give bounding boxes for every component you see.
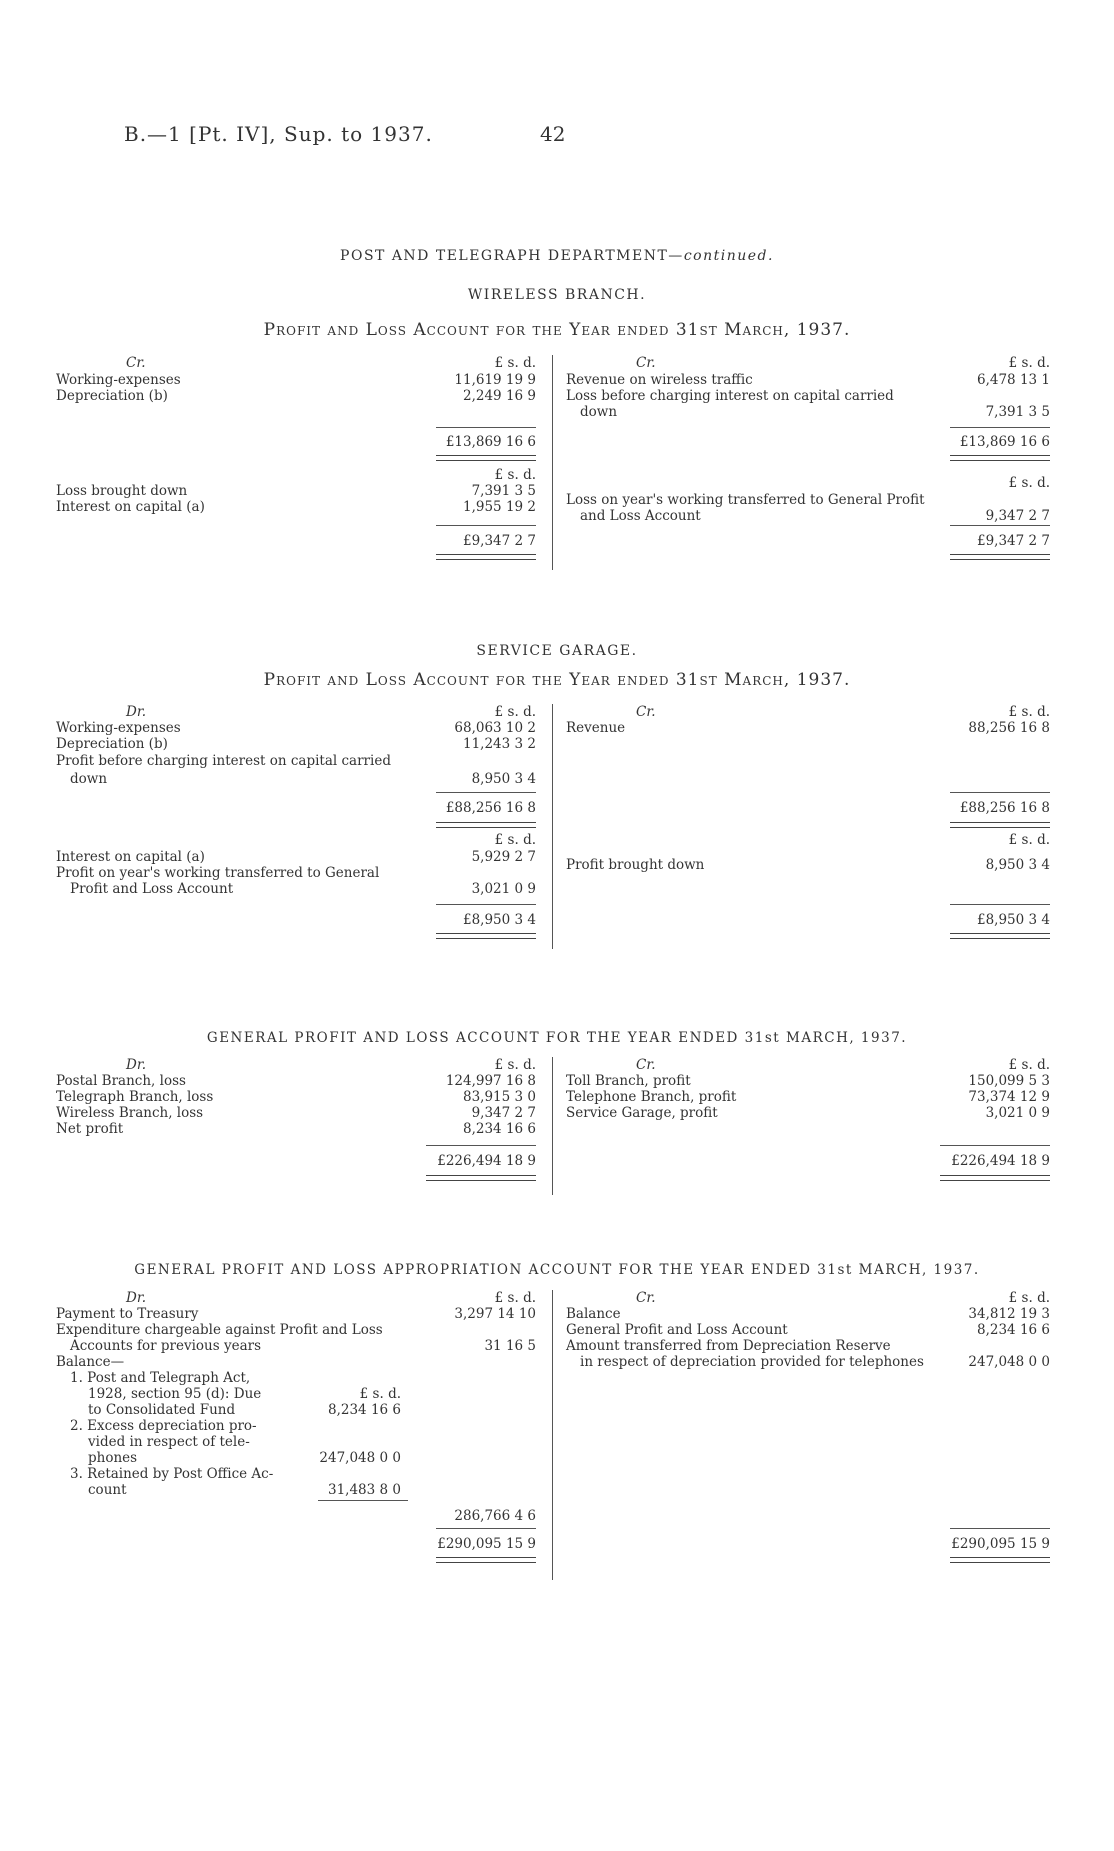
rule [426,1145,536,1146]
entry-amount: 9,347 2 7 [471,1105,536,1121]
entry-amount: 34,812 19 3 [968,1306,1050,1322]
rule [436,525,536,526]
entry-amount: 150,099 5 3 [968,1073,1050,1089]
left-side-heading: Dr. [126,1057,147,1073]
double-rule [950,455,1050,461]
sub-amount: 247,048 0 0 [319,1450,401,1466]
total: £290,095 15 9 [951,1536,1050,1552]
right-side-heading: Cr. [636,1290,656,1306]
money-heading: £ s. d. [494,832,536,848]
entry-label: Depreciation (b) [56,388,168,404]
entry-label: Payment to Treasury [56,1306,199,1322]
running-header: B.—1 [Pt. IV], Sup. to 1937. [124,122,433,146]
entry-label: Accounts for previous years [70,1338,262,1354]
appropriation-account [56,1290,1052,1590]
department-title: POST AND TELEGRAPH DEPARTMENT—continued. [340,248,774,264]
money-heading: £ s. d. [1008,1290,1050,1306]
sub-item: 3. Retained by Post Office Ac- [70,1466,274,1482]
entry-label: and Loss Account [580,508,701,524]
money-heading: £ s. d. [494,467,536,483]
entry-label: Expenditure chargeable against Profit and Loss [56,1322,383,1338]
rule [436,904,536,905]
entry-label: Profit before charging interest on capital carried [56,753,391,769]
entry-label: Interest on capital (a) [56,499,205,515]
entry-label: Working-expenses [56,720,181,736]
balance-amount: 286,766 4 6 [454,1508,536,1524]
rule [950,1528,1050,1529]
entry-amount: 73,374 12 9 [968,1089,1050,1105]
entry-amount: 3,021 0 9 [471,881,536,897]
left-side-heading: Dr. [126,1290,147,1306]
right-side-heading: Cr. [636,1057,656,1073]
entry-label: Revenue [566,720,626,736]
double-rule [436,455,536,461]
entry-amount: 8,234 16 6 [463,1121,536,1137]
double-rule [950,1557,1050,1563]
wireless-branch-heading: WIRELESS BRANCH. [467,287,647,303]
entry-amount: 247,048 0 0 [968,1354,1050,1370]
double-rule [436,1557,536,1563]
total: £226,494 18 9 [437,1153,536,1169]
entry-amount: 3,021 0 9 [985,1105,1050,1121]
entry-label: Working-expenses [56,372,181,388]
money-heading: £ s. d. [494,1290,536,1306]
general-account [56,1057,1052,1197]
entry-amount: 83,915 3 0 [463,1089,536,1105]
entry-label: Wireless Branch, loss [56,1105,204,1121]
entry-amount: 8,950 3 4 [985,857,1050,873]
column-divider [552,704,553,949]
column-divider [552,1057,553,1195]
entry-amount: 124,997 16 8 [445,1073,536,1089]
page-number: 42 [540,122,566,146]
appropriation-account-title: GENERAL PROFIT AND LOSS APPROPRIATION ACCOUNT FOR THE YEAR ENDED 31st MARCH, 1937. [134,1262,980,1278]
entry-amount: 88,256 16 8 [968,720,1050,736]
entry-amount: 2,249 16 9 [463,388,536,404]
total: £13,869 16 6 [959,434,1050,450]
entry-amount: 8,950 3 4 [471,771,536,787]
general-account-title: GENERAL PROFIT AND LOSS ACCOUNT FOR THE YEAR ENDED 31st MARCH, 1937. [206,1030,908,1046]
rule [950,525,1050,526]
double-rule [950,554,1050,560]
money-heading: £ s. d. [1008,1057,1050,1073]
rule [436,792,536,793]
total: £13,869 16 6 [445,434,536,450]
entry-label: Service Garage, profit [566,1105,718,1121]
double-rule [950,933,1050,939]
entry-label: Amount transferred from Depreciation Reserve [566,1338,891,1354]
total: £88,256 16 8 [959,800,1050,816]
entry-label: Revenue on wireless traffic [566,372,753,388]
entry-amount: 5,929 2 7 [471,849,536,865]
money-heading: £ s. d. [1008,704,1050,720]
sub-item: to Consolidated Fund [88,1402,236,1418]
entry-amount: 6,478 13 1 [977,372,1050,388]
sub-amount: 8,234 16 6 [328,1402,401,1418]
wireless-account [56,355,1052,570]
entry-amount: 9,347 2 7 [985,508,1050,524]
money-heading: £ s. d. [494,355,536,371]
total: £8,950 3 4 [977,912,1050,928]
garage-account-title: Profit and Loss Account for the Year ended 31st March, 1937. [263,670,851,690]
entry-amount: 7,391 3 5 [985,404,1050,420]
rule [950,427,1050,428]
entry-label: in respect of depreciation provided for telephones [580,1354,924,1370]
rule [436,1528,536,1529]
total: £88,256 16 8 [445,800,536,816]
entry-amount: 3,297 14 10 [454,1306,536,1322]
right-side-heading: Cr. [636,355,656,371]
rule [950,792,1050,793]
double-rule [436,822,536,828]
money-heading: £ s. d. [494,1057,536,1073]
column-divider [552,355,553,570]
left-side-heading: Cr. [126,355,146,371]
total: £8,950 3 4 [463,912,536,928]
total: £9,347 2 7 [463,533,536,549]
entry-label: Postal Branch, loss [56,1073,186,1089]
sub-item: phones [88,1450,138,1466]
entry-label: Telegraph Branch, loss [56,1089,214,1105]
entry-label: Profit on year's working transferred to General [56,865,380,881]
entry-label: Net profit [56,1121,124,1137]
entry-label: Loss before charging interest on capital carried [566,388,894,404]
money-heading: £ s. d. [494,704,536,720]
entry-label: Telephone Branch, profit [566,1089,737,1105]
entry-label: Loss on year's working transferred to General Profit [566,492,925,508]
total: £9,347 2 7 [977,533,1050,549]
entry-amount: 7,391 3 5 [471,483,536,499]
entry-label: down [580,404,618,420]
double-rule [950,822,1050,828]
rule [950,904,1050,905]
wireless-account-title: Profit and Loss Account for the Year ended 31st March, 1937. [263,320,851,340]
sub-item: 2. Excess depreciation pro- [70,1418,257,1434]
money-heading: £ s. d. [1008,832,1050,848]
entry-label: Balance— [56,1354,125,1370]
left-side-heading: Dr. [126,704,147,720]
entry-label: down [70,771,108,787]
garage-account [56,704,1052,952]
rule [940,1145,1050,1146]
entry-label: Toll Branch, profit [566,1073,691,1089]
entry-label: Loss brought down [56,483,188,499]
sub-money-heading: £ s. d. [359,1386,401,1402]
rule [436,427,536,428]
double-rule [436,554,536,560]
entry-label: Balance [566,1306,621,1322]
entry-label: Interest on capital (a) [56,849,205,865]
total: £290,095 15 9 [437,1536,536,1552]
garage-heading: SERVICE GARAGE. [476,643,638,659]
entry-label: Profit and Loss Account [70,881,234,897]
sub-item: vided in respect of tele- [88,1434,250,1450]
entry-amount: 11,243 3 2 [463,736,536,752]
entry-label: Profit brought down [566,857,705,873]
right-side-heading: Cr. [636,704,656,720]
money-heading: £ s. d. [1008,355,1050,371]
sub-item: 1928, section 95 (d): Due [88,1386,262,1402]
double-rule [940,1175,1050,1181]
rule [318,1500,408,1501]
entry-amount: 8,234 16 6 [977,1322,1050,1338]
entry-label: General Profit and Loss Account [566,1322,788,1338]
sub-item: count [88,1482,127,1498]
sub-amount: 31,483 8 0 [328,1482,401,1498]
sub-item: 1. Post and Telegraph Act, [70,1370,251,1386]
double-rule [426,1175,536,1181]
entry-amount: 68,063 10 2 [454,720,536,736]
column-divider [552,1290,553,1580]
money-heading: £ s. d. [1008,475,1050,491]
entry-label: Depreciation (b) [56,736,168,752]
entry-amount: 1,955 19 2 [463,499,536,515]
total: £226,494 18 9 [951,1153,1050,1169]
entry-amount: 11,619 19 9 [454,372,536,388]
double-rule [436,933,536,939]
entry-amount: 31 16 5 [484,1338,536,1354]
